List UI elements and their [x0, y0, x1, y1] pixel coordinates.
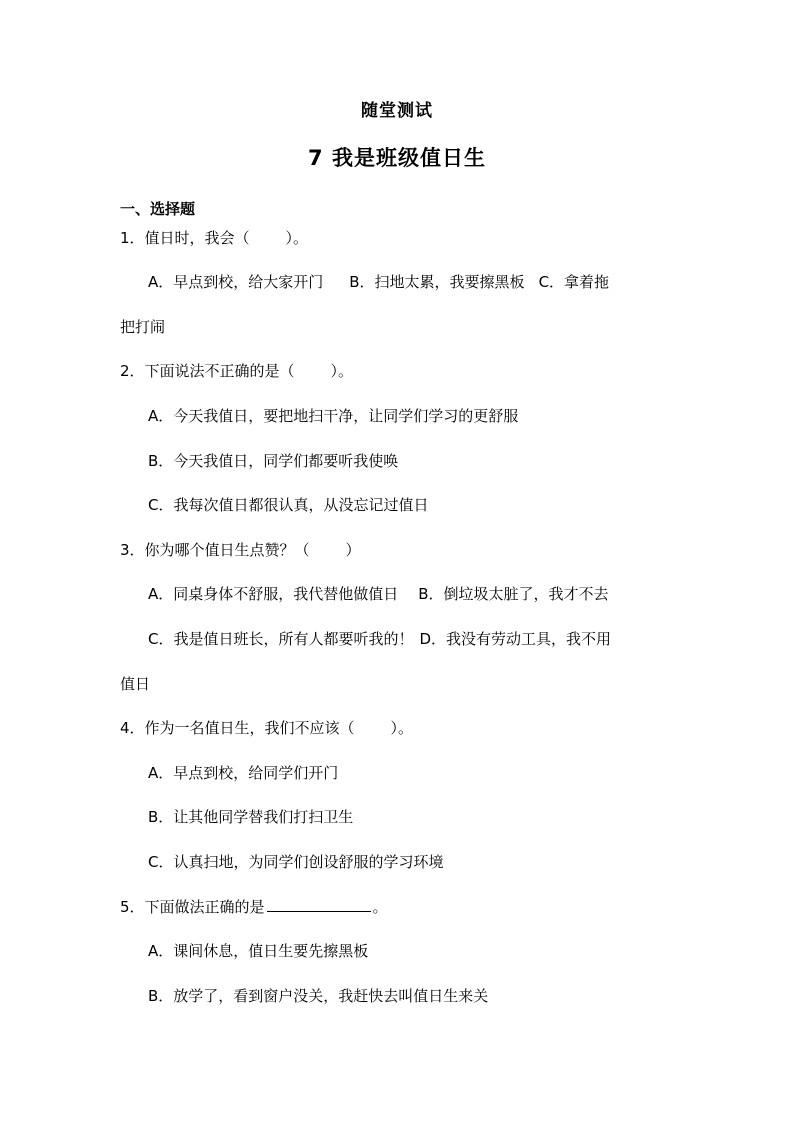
option-a: A．课间休息，值日生要先擦黑板 — [148, 942, 369, 960]
option-a: A．早点到校，给同学们开门 — [148, 764, 339, 782]
option-a: A．同桌身体不舒服，我代替他做值日 — [148, 585, 399, 603]
option-a: A．今天我值日，要把地扫干净，让同学们学习的更舒服 — [148, 407, 519, 425]
option-b: B．扫地太累，我要擦黑板 — [349, 273, 525, 291]
question-5-stem — [120, 897, 388, 917]
question-stem-text: 2．下面说法不正确的是（ — [120, 362, 295, 380]
question-4-stem — [120, 718, 413, 738]
option-b: B．放学了，看到窗户没关，我赶快去叫值日生来关 — [148, 987, 489, 1005]
question-1-options — [148, 272, 609, 292]
question-3-option-d-continued: 值日 — [120, 675, 151, 693]
option-c: C．认真扫地，为同学们创设舒服的学习环境 — [148, 853, 444, 871]
option-c: C．我是值日班长，所有人都要听我的！ — [148, 630, 414, 648]
section-heading: 一、选择题 — [120, 200, 196, 218]
question-stem-text: 。 — [372, 898, 388, 916]
question-1-stem — [120, 228, 308, 248]
lesson-title: 7 我是班级值日生 — [308, 146, 486, 170]
question-3-options-row-2 — [148, 629, 611, 649]
question-stem-text: 3．你为哪个值日生点赞？（ — [120, 541, 310, 559]
option-a: A．早点到校，给大家开门 — [148, 273, 324, 291]
question-stem-text: 1．值日时，我会（ — [120, 229, 250, 247]
question-stem-text: ） — [345, 541, 361, 559]
option-d: D．我没有劳动工具，我不用 — [419, 630, 612, 648]
question-stem-text: ）。 — [285, 229, 309, 247]
option-c: C．我每次值日都很认真，从没忘记过值日 — [148, 496, 429, 514]
option-b: B．倒垃圾太脏了，我才不去 — [418, 585, 609, 603]
question-1-option-c-continued: 把打闹 — [120, 318, 166, 336]
page-header-title: 随堂测试 — [361, 101, 433, 121]
question-2-stem — [120, 361, 353, 381]
question-3-stem — [120, 540, 361, 560]
answer-blank[interactable] — [267, 897, 371, 912]
option-b: B．今天我值日，同学们都要听我使唤 — [148, 452, 399, 470]
question-stem-text: 4．作为一名值日生，我们不应该（ — [120, 719, 355, 737]
question-3-options-row-1 — [148, 584, 609, 604]
option-c: C．拿着拖 — [538, 273, 610, 291]
question-stem-text: 5．下面做法正确的是 — [120, 898, 265, 916]
question-stem-text: ）。 — [390, 719, 414, 737]
option-b: B．让其他同学替我们打扫卫生 — [148, 808, 354, 826]
question-stem-text: ）。 — [330, 362, 354, 380]
